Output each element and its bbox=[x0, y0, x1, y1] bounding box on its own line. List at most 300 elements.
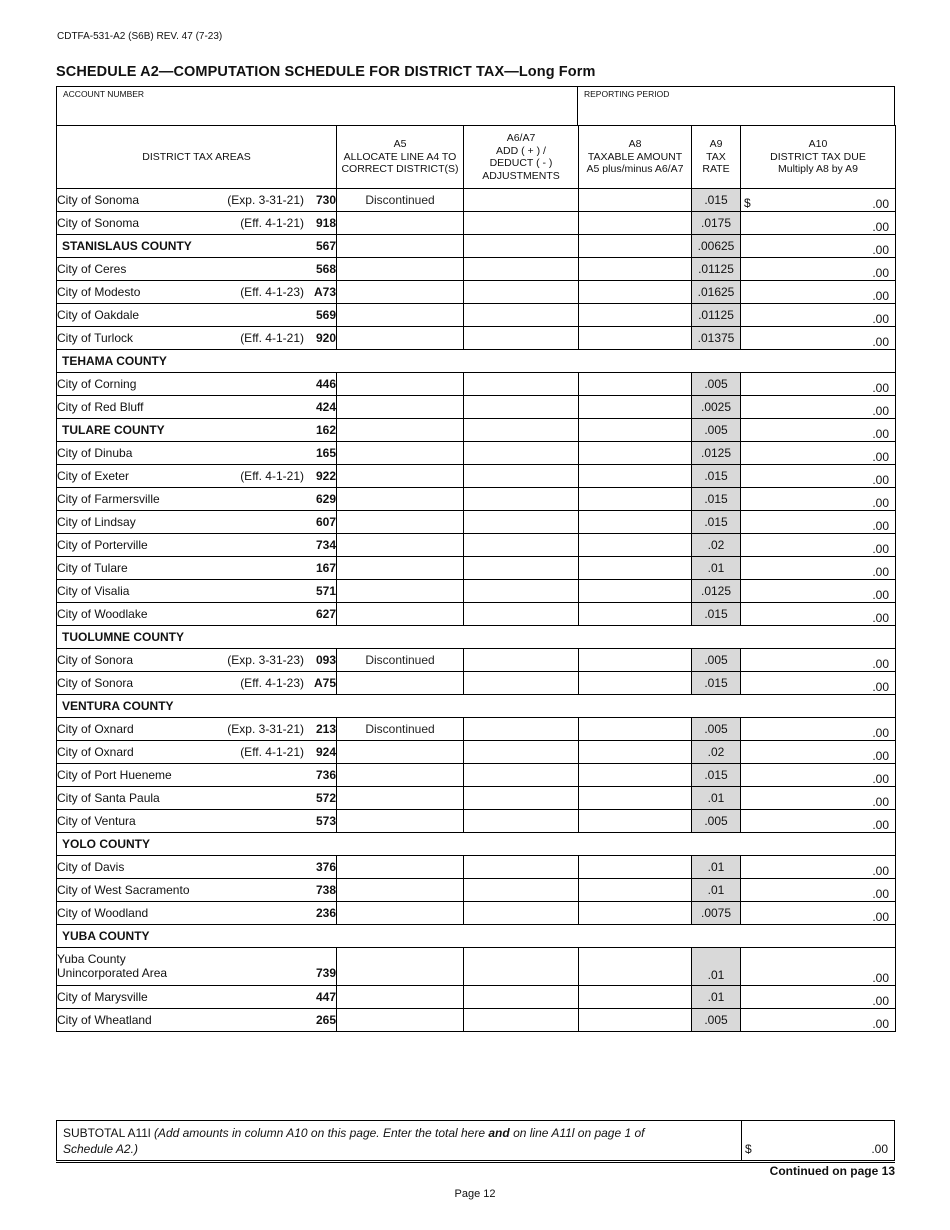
district-code: 568 bbox=[315, 262, 336, 276]
a5-allocate-input[interactable] bbox=[337, 442, 464, 465]
district-code: 922 bbox=[315, 469, 336, 483]
table-row bbox=[57, 534, 896, 557]
col-header-a10: A10 DISTRICT TAX DUE Multiply A8 by A9 bbox=[741, 126, 896, 189]
district-area bbox=[57, 377, 336, 391]
table-row bbox=[57, 672, 896, 695]
district-area-cell bbox=[57, 235, 337, 258]
district-area bbox=[57, 1013, 336, 1027]
district-code: 424 bbox=[315, 400, 336, 414]
a8-taxable-amount-input[interactable] bbox=[579, 511, 692, 534]
a10-district-tax-due-input[interactable] bbox=[741, 212, 896, 235]
a8-taxable-amount-input[interactable] bbox=[579, 396, 692, 419]
a10-district-tax-due-input[interactable] bbox=[741, 557, 896, 580]
a8-taxable-amount-input[interactable] bbox=[579, 258, 692, 281]
table-row bbox=[57, 856, 896, 879]
a10-district-tax-due-input[interactable] bbox=[741, 258, 896, 281]
col-header-a8: A8 TAXABLE AMOUNT A5 plus/minus A6/A7 bbox=[579, 126, 692, 189]
district-name: City of Woodlake bbox=[57, 607, 148, 621]
a9-tax-rate: .005 bbox=[692, 649, 741, 672]
subtotal-dollar-sign: $ bbox=[745, 1142, 752, 1156]
a5-allocate-input[interactable] bbox=[337, 235, 464, 258]
table-row bbox=[57, 442, 896, 465]
a8-taxable-amount-input[interactable] bbox=[579, 856, 692, 879]
table-row bbox=[57, 235, 896, 258]
a6a7-adjustment-input[interactable] bbox=[464, 741, 579, 764]
a8-taxable-amount-input[interactable] bbox=[579, 879, 692, 902]
district-name: City of Modesto bbox=[57, 285, 141, 299]
district-area-cell bbox=[57, 189, 337, 212]
a6a7-adjustment-input[interactable] bbox=[464, 986, 579, 1009]
a5-allocate-input[interactable] bbox=[337, 810, 464, 833]
a6a7-adjustment-input[interactable] bbox=[464, 672, 579, 695]
reporting-period-label: REPORTING PERIOD bbox=[584, 89, 670, 99]
cents-suffix: .00 bbox=[872, 542, 889, 556]
a10-district-tax-due-input[interactable] bbox=[741, 488, 896, 511]
blank-cell bbox=[741, 695, 896, 718]
a5-allocate-input[interactable] bbox=[337, 986, 464, 1009]
district-area bbox=[57, 768, 336, 782]
a9-tax-rate: .01 bbox=[692, 856, 741, 879]
blank-cell bbox=[741, 626, 896, 649]
district-name-line1: Yuba County bbox=[57, 952, 126, 966]
a10-district-tax-due-input[interactable] bbox=[741, 718, 896, 741]
district-date: (Eff. 4-1-21) bbox=[240, 216, 304, 230]
district-name: TULARE COUNTY bbox=[62, 423, 165, 437]
discontinued-label: Discontinued bbox=[365, 193, 435, 207]
district-area bbox=[62, 699, 337, 713]
district-area-cell bbox=[57, 833, 337, 856]
district-area bbox=[57, 584, 336, 598]
a5-allocate-input[interactable] bbox=[337, 258, 464, 281]
subtotal-rule bbox=[56, 1162, 895, 1163]
a5-allocate-input[interactable] bbox=[337, 281, 464, 304]
a8-taxable-amount-input[interactable] bbox=[579, 787, 692, 810]
a5-allocate-input bbox=[337, 189, 464, 212]
district-name: City of Oxnard bbox=[57, 745, 134, 759]
table-row bbox=[57, 1009, 896, 1032]
a8-taxable-amount-input[interactable] bbox=[579, 902, 692, 925]
subtotal-amount-field[interactable] bbox=[741, 1121, 894, 1160]
a5-allocate-input bbox=[337, 718, 464, 741]
a10-district-tax-due-input[interactable] bbox=[741, 327, 896, 350]
a5-allocate-input[interactable] bbox=[337, 603, 464, 626]
district-name: City of Marysville bbox=[57, 990, 148, 1004]
blank-cell bbox=[692, 833, 741, 856]
a10-district-tax-due-input[interactable] bbox=[741, 902, 896, 925]
table-row bbox=[57, 465, 896, 488]
a6a7-adjustment-input[interactable] bbox=[464, 258, 579, 281]
district-code: 447 bbox=[315, 990, 336, 1004]
table-row bbox=[57, 281, 896, 304]
district-code: 734 bbox=[315, 538, 336, 552]
district-name: City of Port Hueneme bbox=[57, 768, 172, 782]
district-name: YOLO COUNTY bbox=[62, 837, 151, 851]
district-name: City of Red Bluff bbox=[57, 400, 144, 414]
table-row bbox=[57, 557, 896, 580]
district-area bbox=[57, 860, 336, 874]
a6a7-adjustment-input[interactable] bbox=[464, 304, 579, 327]
a9-tax-rate: .0075 bbox=[692, 902, 741, 925]
a8-taxable-amount-input[interactable] bbox=[579, 304, 692, 327]
table-row bbox=[57, 649, 896, 672]
a5-allocate-input[interactable] bbox=[337, 787, 464, 810]
district-area bbox=[57, 538, 336, 552]
a8-taxable-amount-input[interactable] bbox=[579, 488, 692, 511]
district-area bbox=[57, 607, 336, 621]
a10-district-tax-due-input[interactable] bbox=[741, 603, 896, 626]
district-area bbox=[57, 193, 336, 207]
a6a7-adjustment-input[interactable] bbox=[464, 534, 579, 557]
district-name: City of Visalia bbox=[57, 584, 130, 598]
a5-allocate-input[interactable] bbox=[337, 465, 464, 488]
district-code: 567 bbox=[315, 239, 336, 253]
district-area bbox=[57, 262, 336, 276]
district-code: 627 bbox=[315, 607, 336, 621]
a5-allocate-input[interactable] bbox=[337, 902, 464, 925]
a8-taxable-amount-input[interactable] bbox=[579, 986, 692, 1009]
a10-district-tax-due-input[interactable] bbox=[741, 511, 896, 534]
col-header-a6a7: A6/A7 ADD ( + ) / DEDUCT ( - ) ADJUSTMENTS bbox=[464, 126, 579, 189]
a8-taxable-amount-input[interactable] bbox=[579, 718, 692, 741]
district-area bbox=[57, 676, 336, 690]
a6a7-adjustment-input[interactable] bbox=[464, 511, 579, 534]
blank-cell bbox=[579, 833, 692, 856]
district-area-cell bbox=[57, 442, 337, 465]
a10-district-tax-due-input[interactable] bbox=[741, 396, 896, 419]
a10-district-tax-due-input[interactable] bbox=[741, 373, 896, 396]
a10-district-tax-due-input[interactable] bbox=[741, 741, 896, 764]
a8-taxable-amount-input[interactable] bbox=[579, 948, 692, 986]
a6a7-adjustment-input[interactable] bbox=[464, 603, 579, 626]
district-name: City of Davis bbox=[57, 860, 125, 874]
district-area bbox=[57, 814, 336, 828]
a10-district-tax-due-input[interactable] bbox=[741, 764, 896, 787]
blank-cell bbox=[464, 626, 579, 649]
district-date: (Exp. 3-31-21) bbox=[227, 722, 304, 736]
a5-allocate-input[interactable] bbox=[337, 672, 464, 695]
district-area-cell bbox=[57, 557, 337, 580]
district-code: 607 bbox=[315, 515, 336, 529]
a8-taxable-amount-input[interactable] bbox=[579, 281, 692, 304]
district-date: (Exp. 3-31-23) bbox=[227, 653, 304, 667]
cents-suffix: .00 bbox=[872, 312, 889, 326]
a10-district-tax-due-input[interactable] bbox=[741, 879, 896, 902]
cents-suffix: .00 bbox=[872, 381, 889, 395]
district-code: 265 bbox=[315, 1013, 336, 1027]
cents-suffix: .00 bbox=[872, 611, 889, 625]
blank-cell bbox=[692, 695, 741, 718]
table-row bbox=[57, 948, 896, 986]
a10-district-tax-due-input[interactable] bbox=[741, 986, 896, 1009]
cents-suffix: .00 bbox=[872, 450, 889, 464]
a10-district-tax-due-input[interactable] bbox=[741, 419, 896, 442]
a5-allocate-input[interactable] bbox=[337, 396, 464, 419]
a10-district-tax-due-input[interactable] bbox=[741, 534, 896, 557]
district-name: TEHAMA COUNTY bbox=[62, 354, 167, 368]
district-area bbox=[57, 331, 336, 345]
a8-taxable-amount-input[interactable] bbox=[579, 189, 692, 212]
a5-allocate-input[interactable] bbox=[337, 1009, 464, 1032]
a8-taxable-amount-input[interactable] bbox=[579, 327, 692, 350]
table-row bbox=[57, 902, 896, 925]
a6a7-adjustment-input[interactable] bbox=[464, 327, 579, 350]
a8-taxable-amount-input[interactable] bbox=[579, 603, 692, 626]
district-code: 162 bbox=[315, 423, 336, 437]
a8-taxable-amount-input[interactable] bbox=[579, 212, 692, 235]
a8-taxable-amount-input[interactable] bbox=[579, 557, 692, 580]
district-area-cell bbox=[57, 580, 337, 603]
a9-tax-rate: .01625 bbox=[692, 281, 741, 304]
table-row bbox=[57, 626, 896, 649]
district-area bbox=[62, 239, 336, 253]
district-area bbox=[57, 515, 336, 529]
a6a7-adjustment-input[interactable] bbox=[464, 948, 579, 986]
subtotal-text: SUBTOTAL A11l (Add amounts in column A10 on this page. Enter the total here and on line A11l on page 1 of Schedule A2.) bbox=[63, 1126, 645, 1156]
district-area bbox=[57, 653, 336, 667]
reporting-period-input[interactable] bbox=[584, 105, 888, 123]
a8-taxable-amount-input[interactable] bbox=[579, 649, 692, 672]
a5-allocate-input[interactable] bbox=[337, 580, 464, 603]
account-number-input[interactable] bbox=[63, 105, 571, 123]
district-code: 236 bbox=[315, 906, 336, 920]
district-area-cell bbox=[57, 327, 337, 350]
a8-taxable-amount-input[interactable] bbox=[579, 442, 692, 465]
blank-cell bbox=[579, 925, 692, 948]
a5-allocate-input[interactable] bbox=[337, 488, 464, 511]
district-area-cell bbox=[57, 258, 337, 281]
blank-cell bbox=[579, 626, 692, 649]
cents-suffix: .00 bbox=[872, 910, 889, 924]
a6a7-adjustment-input[interactable] bbox=[464, 235, 579, 258]
a9-tax-rate: .00625 bbox=[692, 235, 741, 258]
a8-taxable-amount-input[interactable] bbox=[579, 764, 692, 787]
a10-district-tax-due-input[interactable] bbox=[741, 810, 896, 833]
district-name: City of Farmersville bbox=[57, 492, 160, 506]
a9-tax-rate: .015 bbox=[692, 488, 741, 511]
a9-tax-rate: .01125 bbox=[692, 258, 741, 281]
a8-taxable-amount-input[interactable] bbox=[579, 419, 692, 442]
a6a7-adjustment-input[interactable] bbox=[464, 189, 579, 212]
district-date: (Eff. 4-1-21) bbox=[240, 745, 304, 759]
a10-district-tax-due-input[interactable] bbox=[741, 856, 896, 879]
a5-allocate-input[interactable] bbox=[337, 419, 464, 442]
discontinued-label: Discontinued bbox=[365, 722, 435, 736]
district-name: City of Sonora bbox=[57, 676, 134, 690]
district-code: 730 bbox=[315, 193, 336, 207]
a5-allocate-input[interactable] bbox=[337, 856, 464, 879]
cents-suffix: .00 bbox=[872, 887, 889, 901]
a6a7-adjustment-input[interactable] bbox=[464, 212, 579, 235]
a8-taxable-amount-input[interactable] bbox=[579, 1009, 692, 1032]
district-name bbox=[57, 952, 312, 980]
a10-district-tax-due-input[interactable] bbox=[741, 235, 896, 258]
district-code: 573 bbox=[315, 814, 336, 828]
a6a7-adjustment-input[interactable] bbox=[464, 764, 579, 787]
district-name: City of Tulare bbox=[57, 561, 128, 575]
a6a7-adjustment-input[interactable] bbox=[464, 1009, 579, 1032]
district-name: VENTURA COUNTY bbox=[62, 699, 174, 713]
district-name: TUOLUMNE COUNTY bbox=[62, 630, 184, 644]
district-tax-table bbox=[56, 125, 896, 1032]
a5-allocate-input[interactable] bbox=[337, 764, 464, 787]
page-number: Page 12 bbox=[454, 1188, 496, 1200]
col-header-a9: A9 TAX RATE bbox=[692, 126, 741, 189]
district-area-cell bbox=[57, 465, 337, 488]
cents-suffix: .00 bbox=[872, 1017, 889, 1031]
a6a7-adjustment-input[interactable] bbox=[464, 442, 579, 465]
blank-cell bbox=[337, 350, 464, 373]
a10-district-tax-due-input[interactable] bbox=[741, 189, 896, 212]
district-code: 629 bbox=[315, 492, 336, 506]
a10-district-tax-due-input[interactable] bbox=[741, 787, 896, 810]
district-name: City of Exeter bbox=[57, 469, 130, 483]
district-code: 736 bbox=[315, 768, 336, 782]
district-name: City of Porterville bbox=[57, 538, 148, 552]
a6a7-adjustment-input[interactable] bbox=[464, 810, 579, 833]
a10-district-tax-due-input[interactable] bbox=[741, 442, 896, 465]
district-date: (Exp. 3-31-21) bbox=[227, 193, 304, 207]
blank-cell bbox=[464, 695, 579, 718]
a9-tax-rate: .005 bbox=[692, 419, 741, 442]
a5-allocate-input[interactable] bbox=[337, 534, 464, 557]
district-area-cell bbox=[57, 948, 337, 986]
district-area-cell bbox=[57, 511, 337, 534]
district-area bbox=[57, 216, 336, 230]
cents-suffix: .00 bbox=[872, 971, 889, 985]
a6a7-adjustment-input[interactable] bbox=[464, 580, 579, 603]
a5-allocate-input[interactable] bbox=[337, 373, 464, 396]
table-row bbox=[57, 212, 896, 235]
a10-district-tax-due-input[interactable] bbox=[741, 1009, 896, 1032]
a10-district-tax-due-input[interactable] bbox=[741, 304, 896, 327]
a8-taxable-amount-input[interactable] bbox=[579, 373, 692, 396]
a5-allocate-input[interactable] bbox=[337, 948, 464, 986]
a6a7-adjustment-input[interactable] bbox=[464, 281, 579, 304]
a8-taxable-amount-input[interactable] bbox=[579, 672, 692, 695]
a6a7-adjustment-input[interactable] bbox=[464, 879, 579, 902]
table-row bbox=[57, 603, 896, 626]
reporting-period-cell bbox=[578, 87, 894, 125]
a6a7-adjustment-input[interactable] bbox=[464, 649, 579, 672]
a9-tax-rate: .01 bbox=[692, 787, 741, 810]
a6a7-adjustment-input[interactable] bbox=[464, 419, 579, 442]
district-code: 924 bbox=[315, 745, 336, 759]
col-header-areas: DISTRICT TAX AREAS bbox=[57, 126, 337, 189]
district-area-cell bbox=[57, 649, 337, 672]
district-date: (Eff. 4-1-21) bbox=[240, 331, 304, 345]
district-code: 572 bbox=[315, 791, 336, 805]
district-area-cell bbox=[57, 810, 337, 833]
a10-district-tax-due-input[interactable] bbox=[741, 580, 896, 603]
district-area bbox=[57, 400, 336, 414]
a9-tax-rate: .005 bbox=[692, 718, 741, 741]
a10-district-tax-due-input[interactable] bbox=[741, 281, 896, 304]
a6a7-adjustment-input[interactable] bbox=[464, 718, 579, 741]
table-row bbox=[57, 373, 896, 396]
cents-suffix: .00 bbox=[872, 473, 889, 487]
a9-tax-rate: .015 bbox=[692, 465, 741, 488]
a8-taxable-amount-input[interactable] bbox=[579, 465, 692, 488]
district-area-cell bbox=[57, 695, 337, 718]
cents-suffix: .00 bbox=[872, 994, 889, 1008]
a6a7-adjustment-input[interactable] bbox=[464, 396, 579, 419]
cents-suffix: .00 bbox=[872, 266, 889, 280]
a8-taxable-amount-input[interactable] bbox=[579, 741, 692, 764]
a6a7-adjustment-input[interactable] bbox=[464, 488, 579, 511]
a8-taxable-amount-input[interactable] bbox=[579, 534, 692, 557]
district-code: 446 bbox=[315, 377, 336, 391]
a5-allocate-input[interactable] bbox=[337, 741, 464, 764]
a5-allocate-input[interactable] bbox=[337, 557, 464, 580]
a9-tax-rate: .005 bbox=[692, 810, 741, 833]
district-name: City of West Sacramento bbox=[57, 883, 190, 897]
district-code: 167 bbox=[315, 561, 336, 575]
a9-tax-rate: .01 bbox=[692, 557, 741, 580]
a10-district-tax-due-input[interactable] bbox=[741, 465, 896, 488]
a8-taxable-amount-input[interactable] bbox=[579, 235, 692, 258]
district-area-cell bbox=[57, 764, 337, 787]
table-row bbox=[57, 350, 896, 373]
cents-suffix: .00 bbox=[872, 864, 889, 878]
district-area-cell bbox=[57, 672, 337, 695]
col-header-a5: A5 ALLOCATE LINE A4 TO CORRECT DISTRICT(S) bbox=[337, 126, 464, 189]
district-name-line2: Unincorporated Area bbox=[57, 966, 168, 980]
table-row bbox=[57, 258, 896, 281]
district-area bbox=[57, 469, 336, 483]
cents-suffix: .00 bbox=[872, 772, 889, 786]
a10-district-tax-due-input[interactable] bbox=[741, 649, 896, 672]
table-row bbox=[57, 986, 896, 1009]
a8-taxable-amount-input[interactable] bbox=[579, 580, 692, 603]
a6a7-adjustment-input[interactable] bbox=[464, 465, 579, 488]
a6a7-adjustment-input[interactable] bbox=[464, 373, 579, 396]
district-name: City of Santa Paula bbox=[57, 791, 160, 805]
blank-cell bbox=[337, 626, 464, 649]
a5-allocate-input[interactable] bbox=[337, 327, 464, 350]
district-name: City of Sonoma bbox=[57, 216, 140, 230]
district-code: 571 bbox=[315, 584, 336, 598]
a6a7-adjustment-input[interactable] bbox=[464, 902, 579, 925]
a6a7-adjustment-input[interactable] bbox=[464, 557, 579, 580]
a5-allocate-input[interactable] bbox=[337, 304, 464, 327]
a9-tax-rate: .015 bbox=[692, 603, 741, 626]
a5-allocate-input[interactable] bbox=[337, 212, 464, 235]
blank-cell bbox=[741, 925, 896, 948]
a5-allocate-input[interactable] bbox=[337, 511, 464, 534]
district-area bbox=[57, 952, 336, 981]
a8-taxable-amount-input[interactable] bbox=[579, 810, 692, 833]
table-row bbox=[57, 419, 896, 442]
a10-district-tax-due-input[interactable] bbox=[741, 948, 896, 986]
district-name: City of Sonora bbox=[57, 653, 134, 667]
a6a7-adjustment-input[interactable] bbox=[464, 787, 579, 810]
a6a7-adjustment-input[interactable] bbox=[464, 856, 579, 879]
form-id: CDTFA-531-A2 (S6B) REV. 47 (7-23) bbox=[57, 31, 223, 42]
a5-allocate-input[interactable] bbox=[337, 879, 464, 902]
district-area bbox=[62, 630, 337, 644]
district-name: YUBA COUNTY bbox=[62, 929, 150, 943]
cents-suffix: .00 bbox=[872, 427, 889, 441]
district-code: 918 bbox=[315, 216, 336, 230]
district-area bbox=[57, 990, 336, 1004]
district-code: 213 bbox=[315, 722, 336, 736]
cents-suffix: .00 bbox=[872, 588, 889, 602]
cents-suffix: .00 bbox=[872, 335, 889, 349]
table-row bbox=[57, 718, 896, 741]
district-area-cell bbox=[57, 212, 337, 235]
table-body bbox=[57, 189, 896, 1032]
a10-district-tax-due-input[interactable] bbox=[741, 672, 896, 695]
